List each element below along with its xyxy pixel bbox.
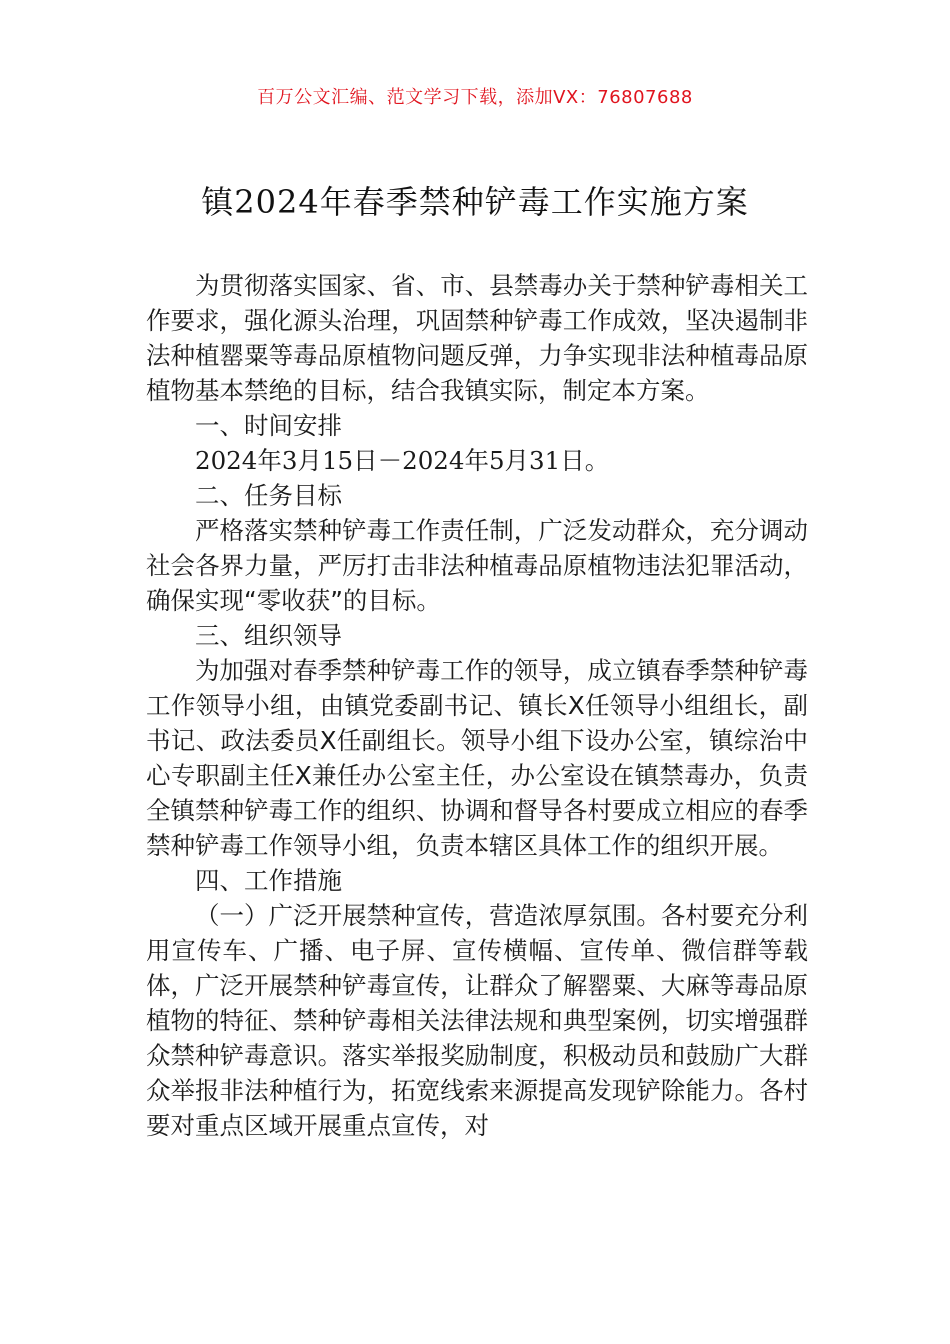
- section-heading-measures: 四、工作措施: [195, 866, 342, 895]
- document-body: [146, 268, 808, 1143]
- intro-paragraph: 为贯彻落实国家、省、市、县禁毒办关于禁种铲毒相关工作要求，强化源头治理，巩固禁种铲毒工作成效，坚决遏制非法种植罂粟等毒品原植物问题反弹，力争实现非法种植毒品原植物基本禁绝的目标，结合我镇实际，制定本方案。: [146, 271, 808, 405]
- schedule-dates: 2024年3月15日－2024年5月31日。: [195, 446, 610, 475]
- section-heading-schedule: 一、时间安排: [195, 411, 342, 440]
- section-heading-goals: 二、任务目标: [195, 481, 342, 510]
- section-heading-leadership: 三、组织领导: [195, 621, 342, 650]
- watermark-header: 百万公文汇编、范文学习下载，添加VX：76807688: [257, 87, 693, 108]
- goals-paragraph: 严格落实禁种铲毒工作责任制，广泛发动群众，充分调动社会各界力量，严厉打击非法种植毒品原植物违法犯罪活动，确保实现“零收获”的目标。: [146, 516, 808, 615]
- leadership-paragraph: 为加强对春季禁种铲毒工作的领导，成立镇春季禁种铲毒工作领导小组，由镇党委副书记、镇长X任领导小组组长，副书记、政法委员X任副组长。领导小组下设办公室，镇综治中心专职副主任X兼任办公室主任，办公室设在镇禁毒办，负责全镇禁种铲毒工作的组织、协调和督导各村要成立相应的春季禁种铲毒工作领导小组，负责本辖区具体工作的组织开展。: [146, 656, 808, 860]
- document-title: 镇2024年春季禁种铲毒工作实施方案: [201, 183, 749, 221]
- measures-paragraph-1: （一）广泛开展禁种宣传，营造浓厚氛围。各村要充分利用宣传车、广播、电子屏、宣传横幅、宣传单、微信群等载体，广泛开展禁种铲毒宣传，让群众了解罂粟、大麻等毒品原植物的特征、禁种铲毒相关法律法规和典型案例，切实增强群众禁种铲毒意识。落实举报奖励制度，积极动员和鼓励广大群众举报非法种植行为，拓宽线索来源提高发现铲除能力。各村要对重点区域开展重点宣传，对: [146, 901, 808, 1140]
